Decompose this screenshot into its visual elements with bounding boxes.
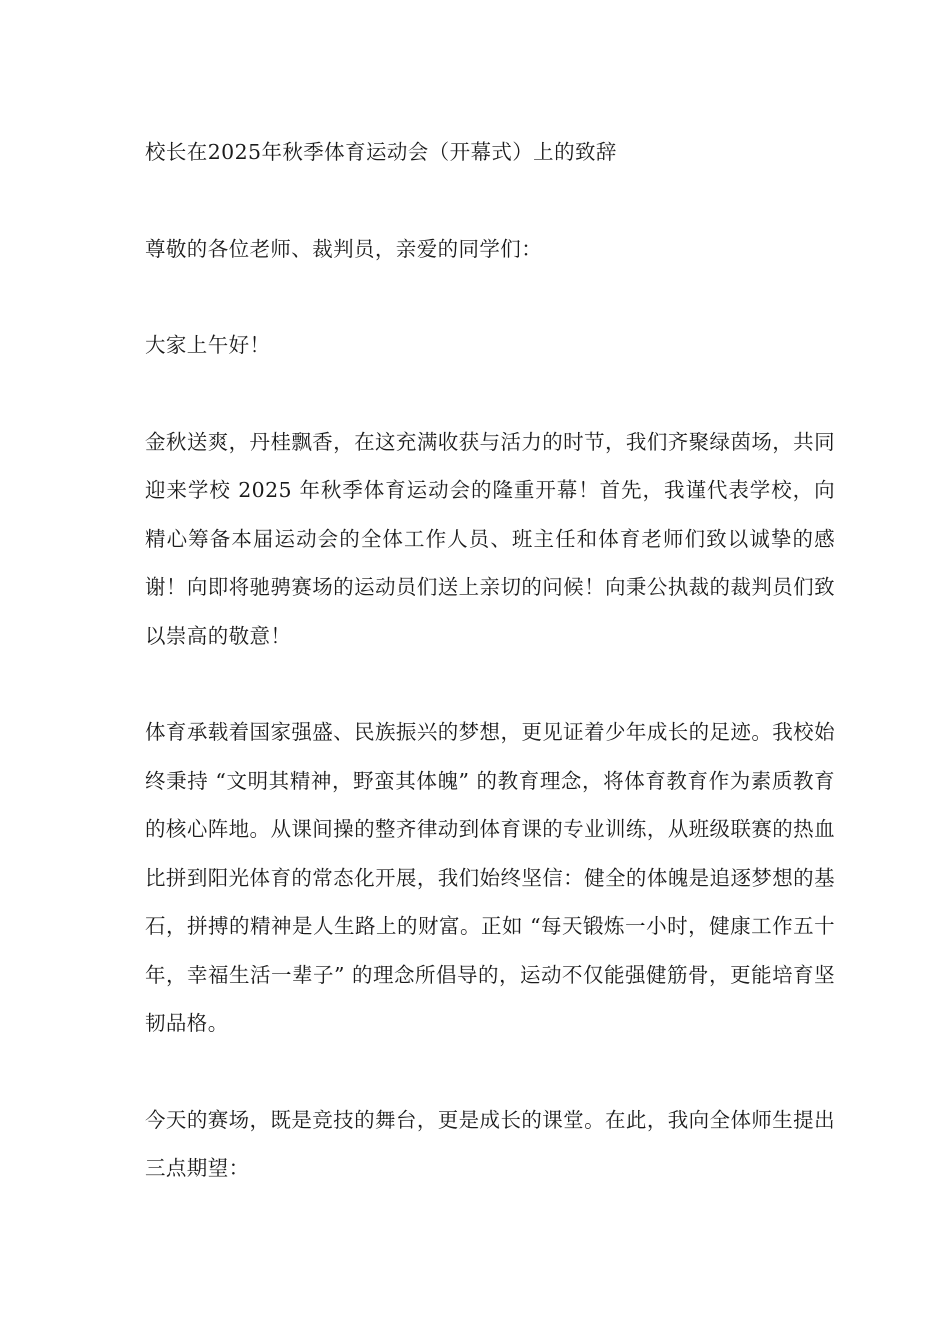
document-body	[145, 128, 835, 1193]
paragraph-opening: 金秋送爽，丹桂飘香，在这充满收获与活力的时节，我们齐聚绿茵场，共同迎来学校 2025 年秋季体育运动会的隆重开幕！首先，我谨代表学校，向精心筹备本届运动会的全体工作人员、班主任和体育老师们致以诚挚的感谢！向即将驰骋赛场的运动员们送上亲切的问候！向秉公执裁的裁判员们致以崇高的敬意！	[145, 429, 835, 648]
greeting: 大家上午好！	[145, 333, 271, 357]
document-title: 校长在2025年秋季体育运动会（开幕式）上的致辞	[145, 140, 617, 164]
salutation: 尊敬的各位老师、裁判员，亲爱的同学们：	[145, 236, 543, 261]
paragraph-expectations: 今天的赛场，既是竞技的舞台，更是成长的课堂。在此，我向全体师生提出三点期望：	[145, 1107, 835, 1180]
paragraph-philosophy: 体育承载着国家强盛、民族振兴的梦想，更见证着少年成长的足迹。我校始终秉持 “文明其精神，野蛮其体魄” 的教育理念，将体育教育作为素质教育的核心阵地。从课间操的整齐律动到体育课的专业训练，从班级联赛的热血比拼到阳光体育的常态化开展，我们始终坚信：健全的体魄是追逐梦想的基石，拼搏的精神是人生路上的财富。正如 “每天锻炼一小时，健康工作五十年，幸福生活一辈子” 的理念所倡导的，运动不仅能强健筋骨，更能培育坚韧品格。	[145, 720, 835, 1035]
